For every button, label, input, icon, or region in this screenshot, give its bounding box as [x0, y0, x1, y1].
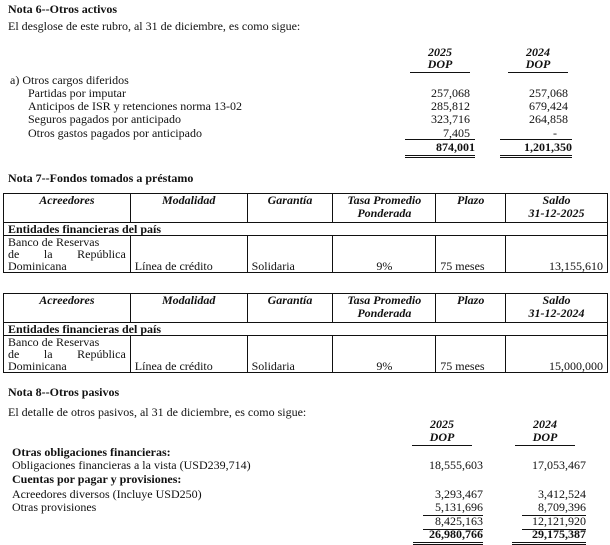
- nota8-intro: El detalle de otros pasivos, al 31 de diciembre, es como sigue:: [8, 405, 307, 419]
- nota6-total-2025: 874,001: [405, 140, 475, 158]
- nota6-row-value-2024: -: [553, 126, 557, 140]
- header-saldo: Saldo 31-12-2025: [506, 194, 608, 223]
- nota8-row-value-2024: 3,412,524: [538, 487, 586, 501]
- cell-garantia: Solidaria: [247, 336, 333, 373]
- header-tasa: Tasa Promedio Ponderada: [333, 194, 436, 223]
- nota6-row-value-2025: 323,716: [431, 112, 470, 126]
- nota6-row-value-2024: 257,068: [529, 86, 568, 100]
- header-plazo: Plazo: [436, 194, 506, 223]
- nota7-title: Nota 7--Fondos tomados a préstamo: [8, 171, 194, 185]
- nota8-col-2024-currency: DOP: [515, 430, 575, 446]
- nota8-row-label: Otras provisiones: [12, 500, 97, 514]
- header-tasa: Tasa Promedio Ponderada: [333, 294, 436, 323]
- header-acreedores: Acreedores: [4, 194, 131, 223]
- header-modalidad: Modalidad: [130, 194, 247, 223]
- nota8-row-value-2025: 3,293,467: [435, 487, 483, 501]
- nota7-table-2025: [3, 193, 608, 273]
- nota8-title: Nota 8--Otros pasivos: [8, 385, 120, 399]
- nota6-col-2025-currency: DOP: [410, 57, 470, 73]
- cell-modalidad: Línea de crédito: [130, 336, 247, 373]
- nota8-col-2025-year: 2025: [430, 417, 454, 431]
- cell-tasa: 9%: [333, 236, 436, 273]
- nota6-title: Nota 6--Otros activos: [8, 2, 118, 16]
- nota6-row-label: Seguros pagados por anticipado: [28, 112, 181, 126]
- nota8-col-2024-year: 2024: [533, 417, 557, 431]
- nota6-row-label: Anticipos de ISR y retenciones norma 13-02: [28, 99, 242, 113]
- nota8-section-obligaciones: Otras obligaciones financieras:: [12, 445, 171, 459]
- nota8-subtotal-2025: 8,425,163: [423, 514, 483, 530]
- header-saldo: Saldo 31-12-2024: [506, 294, 608, 323]
- nota8-subtotal-2024: 12,121,920: [522, 514, 586, 530]
- nota7-table-2024: [3, 293, 608, 373]
- nota6-col-2025-year: 2025: [428, 45, 452, 59]
- nota8-row-label: Obligaciones financieras a la vista (USD239,714): [12, 458, 251, 472]
- nota8-total-2024: 29,175,387: [512, 527, 586, 545]
- nota8-row-value-2024: 17,053,467: [532, 458, 586, 472]
- header-acreedores: Acreedores: [4, 294, 131, 323]
- cell-saldo: 13,155,610: [506, 236, 608, 273]
- cell-saldo: 15,000,000: [506, 336, 608, 373]
- nota8-col-2025-currency: DOP: [412, 430, 472, 446]
- nota8-section-cuentas: Cuentas por pagar y provisiones:: [12, 472, 182, 486]
- nota8-row-value-2025: 5,131,696: [423, 500, 483, 516]
- nota6-row-value-2024: 679,424: [529, 99, 568, 113]
- cell-plazo: 75 meses: [436, 236, 506, 273]
- nota8-row-value-2024: 8,709,396: [522, 500, 586, 516]
- nota6-intro: El desglose de este rubro, al 31 de diciembre, es como sigue:: [8, 19, 301, 33]
- nota6-row-value-2025: 7,405: [443, 126, 470, 140]
- cell-acreedor: Banco de Reservas de la República Dominicana: [4, 336, 131, 373]
- nota8-row-value-2025: 18,555,603: [429, 458, 483, 472]
- nota8-row-label: Acreedores diversos (Incluye USD250): [12, 487, 202, 501]
- cell-modalidad: Línea de crédito: [130, 236, 247, 273]
- nota8-total-2025: 26,980,766: [413, 527, 483, 545]
- cell-plazo: 75 meses: [436, 336, 506, 373]
- section-entidades: Entidades financieras del país: [4, 223, 608, 236]
- section-entidades: Entidades financieras del país: [4, 323, 608, 336]
- nota6-total-2024: 1,201,350: [500, 140, 572, 158]
- header-garantia: Garantía: [247, 194, 333, 223]
- nota6-section-label: a) Otros cargos diferidos: [10, 73, 129, 87]
- header-plazo: Plazo: [436, 294, 506, 323]
- cell-tasa: 9%: [333, 336, 436, 373]
- nota6-col-2024-year: 2024: [526, 45, 550, 59]
- nota6-row-label: Otros gastos pagados por anticipado: [28, 126, 202, 140]
- header-modalidad: Modalidad: [130, 294, 247, 323]
- nota6-row-label: Partidas por imputar: [28, 86, 126, 100]
- header-garantia: Garantía: [247, 294, 333, 323]
- cell-garantia: Solidaria: [247, 236, 333, 273]
- nota6-row-value-2025: 257,068: [431, 86, 470, 100]
- nota6-row-value-2024: 264,858: [529, 112, 568, 126]
- nota6-row-value-2025: 285,812: [431, 99, 470, 113]
- nota6-col-2024-currency: DOP: [508, 57, 568, 73]
- cell-acreedor: Banco de Reservas de la República Dominicana: [4, 236, 131, 273]
